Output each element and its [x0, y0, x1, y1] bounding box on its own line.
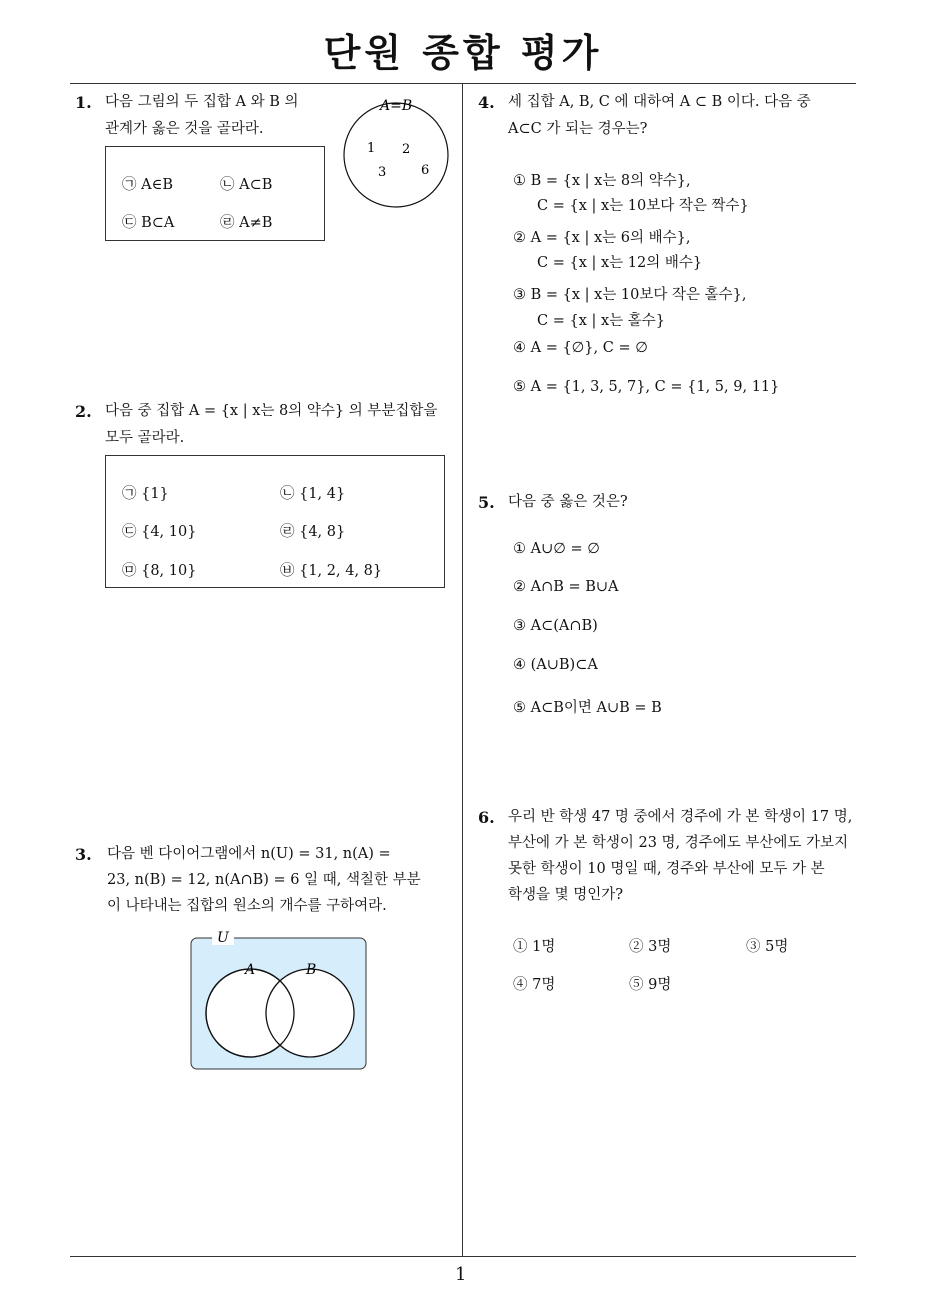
q4-option[interactable]: ② A = {x | x는 6의 배수}, [513, 230, 691, 246]
q4-text-line1: 세 집합 A, B, C 에 대하여 A ⊂ B 이다. 다음 중 [508, 94, 811, 110]
q1-text-line2: 관계가 옳은 것을 골라라. [105, 121, 264, 137]
q5-text: 다음 중 옳은 것은? [508, 494, 628, 510]
q2-text-line1: 다음 중 집합 A = {x | x는 8의 약수} 의 부분집합을 [105, 403, 438, 419]
q5-option[interactable]: ③ A⊂(A∩B) [513, 618, 598, 634]
q6-text-line1: 우리 반 학생 47 명 중에서 경주에 가 본 학생이 17 명, [508, 809, 853, 825]
q4-option[interactable]: ① B = {x | x는 8의 약수}, [513, 173, 691, 189]
q4-option[interactable]: ④ A = {∅}, C = ∅ [513, 340, 648, 356]
q6-text-line2: 부산에 가 본 학생이 23 명, 경주에도 부산에도 가보지 [508, 835, 849, 851]
q2-number: 2. [75, 402, 92, 421]
q4-option-cont: C = {x | x는 10보다 작은 짝수} [537, 198, 749, 214]
q4-text-line2: A⊂C 가 되는 경우는? [508, 121, 648, 137]
q1-choice[interactable]: ㉠ A∈B [122, 177, 173, 193]
q2-choice[interactable]: ㉤ {8, 10} [122, 563, 197, 579]
q2-text-line2: 모두 골라라. [105, 430, 185, 446]
q6-option[interactable]: ① 1명 [513, 939, 556, 955]
q6-number: 6. [478, 808, 495, 827]
q5-number: 5. [478, 493, 495, 512]
universe-label: U [217, 930, 229, 946]
q6-option[interactable]: ⑤ 9명 [629, 977, 672, 993]
page-number: 1 [455, 1264, 467, 1285]
set-b-label: B [306, 962, 317, 978]
set-element: 2 [402, 142, 411, 157]
q3-text-line1: 다음 벤 다이어그램에서 n(U) = 31, n(A) = [107, 846, 391, 862]
set-label: A=B [380, 98, 413, 114]
q2-choice[interactable]: ㉢ {4, 10} [122, 524, 197, 540]
set-element: 1 [367, 141, 376, 156]
q6-text-line3: 못한 학생이 10 명일 때, 경주와 부산에 모두 가 본 [508, 861, 825, 877]
bottom-rule [70, 1256, 856, 1257]
page-title: 단원 종합 평가 [323, 31, 603, 75]
q4-option-cont: C = {x | x는 12의 배수} [537, 255, 703, 271]
column-divider [462, 83, 463, 1256]
q4-option[interactable]: ⑤ A = {1, 3, 5, 7}, C = {1, 5, 9, 11} [513, 379, 780, 395]
top-rule [70, 83, 856, 84]
set-a-label: A [245, 962, 256, 978]
q6-option[interactable]: ② 3명 [629, 939, 672, 955]
set-b-circle [266, 969, 354, 1057]
q4-option-cont: C = {x | x는 홀수} [537, 313, 666, 329]
q3-number: 3. [75, 845, 92, 864]
q1-number: 1. [75, 93, 92, 112]
q2-choice[interactable]: ㉡ {1, 4} [280, 486, 346, 502]
q6-text-line4: 학생을 몇 명인가? [508, 887, 624, 903]
q3-text-line2: 23, n(B) = 12, n(A∩B) = 6 일 때, 색칠한 부분 [107, 872, 421, 888]
set-element: 6 [421, 163, 430, 178]
q1-choice[interactable]: ㉣ A≠B [220, 215, 273, 231]
q1-set-diagram [335, 92, 455, 217]
q2-choice[interactable]: ㉠ {1} [122, 486, 169, 502]
q5-option[interactable]: ④ (A∪B)⊂A [513, 657, 598, 673]
q2-choice[interactable]: ㉥ {1, 2, 4, 8} [280, 563, 383, 579]
q5-option[interactable]: ① A∪∅ = ∅ [513, 541, 600, 557]
q6-option[interactable]: ④ 7명 [513, 977, 556, 993]
q1-choice[interactable]: ㉡ A⊂B [220, 177, 273, 193]
set-element: 3 [378, 165, 387, 180]
q1-text-line1: 다음 그림의 두 집합 A 와 B 의 [105, 94, 299, 110]
q3-venn-diagram [188, 928, 372, 1074]
q6-option[interactable]: ③ 5명 [746, 939, 789, 955]
q1-choice[interactable]: ㉢ B⊂A [122, 215, 175, 231]
q5-option[interactable]: ② A∩B = B∪A [513, 579, 619, 595]
q4-number: 4. [478, 93, 495, 112]
q5-option[interactable]: ⑤ A⊂B이면 A∪B = B [513, 700, 662, 716]
q4-option[interactable]: ③ B = {x | x는 10보다 작은 홀수}, [513, 287, 747, 303]
set-circle [344, 103, 448, 207]
q2-choice[interactable]: ㉣ {4, 8} [280, 524, 346, 540]
q3-text-line3: 이 나타내는 집합의 원소의 개수를 구하여라. [107, 898, 387, 914]
